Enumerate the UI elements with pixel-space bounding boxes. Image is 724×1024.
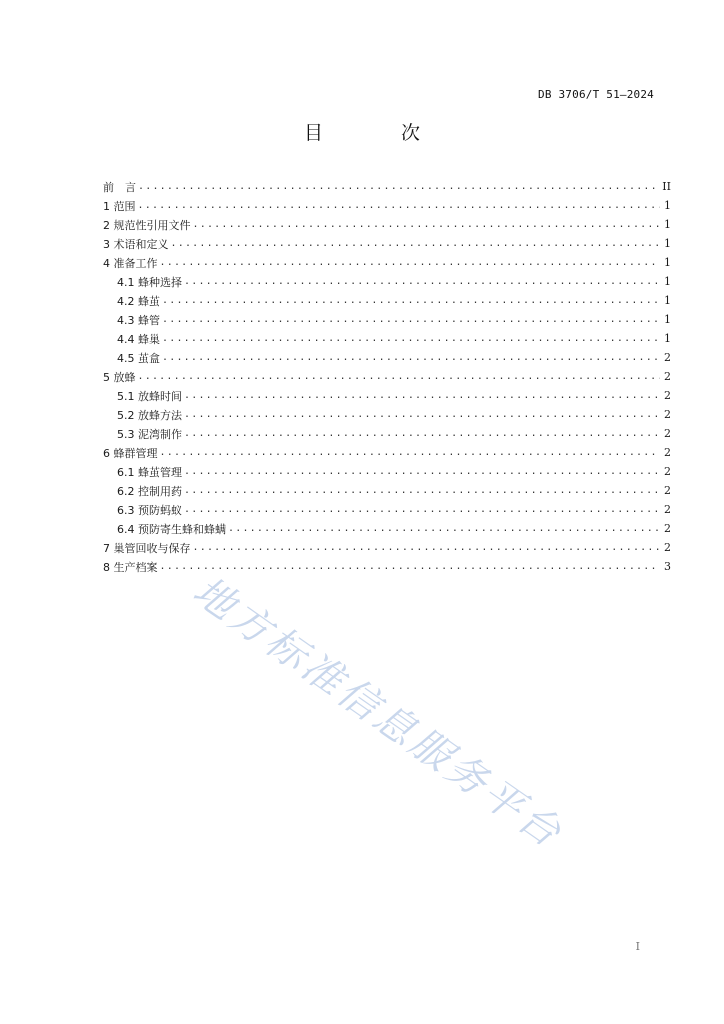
toc-dot-leader xyxy=(160,557,661,576)
toc-entry-page: II xyxy=(662,180,671,193)
toc-entry[interactable] xyxy=(103,405,671,424)
toc-entry-label: 2 规范性引用文件 xyxy=(103,218,191,232)
toc-entry-page: 1 xyxy=(664,218,671,231)
toc-entry[interactable] xyxy=(103,291,671,310)
toc-dot-leader xyxy=(162,348,660,367)
toc-entry[interactable] xyxy=(103,557,671,576)
toc-entry-page: 2 xyxy=(664,541,671,554)
toc-dot-leader xyxy=(184,386,660,405)
page-title: 目 次 xyxy=(303,122,457,144)
toc-dot-leader xyxy=(184,481,660,500)
toc-dot-leader xyxy=(162,310,660,329)
toc-entry-label: 4.3 蜂管 xyxy=(117,313,160,327)
toc-dot-leader xyxy=(184,500,660,519)
toc-dot-leader xyxy=(228,519,660,538)
toc-dot-leader xyxy=(162,329,660,348)
toc-entry-page: 1 xyxy=(664,294,671,307)
toc-entry-label: 5.1 放蜂时间 xyxy=(117,389,182,403)
toc-entry-page: 2 xyxy=(664,389,671,402)
toc-entry[interactable] xyxy=(103,443,671,462)
toc-entry[interactable] xyxy=(103,215,671,234)
toc-dot-leader xyxy=(193,538,661,557)
toc-entry-page: 1 xyxy=(664,237,671,250)
toc-entry-page: 2 xyxy=(664,446,671,459)
toc-entry-label: 5.2 放蜂方法 xyxy=(117,408,182,422)
toc-entry[interactable] xyxy=(103,519,671,538)
toc-entry[interactable] xyxy=(103,481,671,500)
toc-entry-label: 6 蜂群管理 xyxy=(103,446,158,460)
toc-dot-leader xyxy=(171,234,661,253)
toc-dot-leader xyxy=(193,215,661,234)
toc-entry[interactable] xyxy=(103,538,671,557)
toc-entry[interactable] xyxy=(103,424,671,443)
toc-entry[interactable] xyxy=(103,310,671,329)
toc-entry-label: 6.4 预防寄生蜂和蜂螨 xyxy=(117,522,226,536)
toc-entry-page: 2 xyxy=(664,503,671,516)
toc-entry-label: 4 准备工作 xyxy=(103,256,158,270)
toc-dot-leader xyxy=(162,291,660,310)
toc-entry-label: 前 言 xyxy=(103,180,136,194)
toc-entry-label: 6.2 控制用药 xyxy=(117,484,182,498)
toc-entry-page: 2 xyxy=(664,370,671,383)
toc-entry-page: 1 xyxy=(664,332,671,345)
table-of-contents xyxy=(103,177,671,576)
toc-dot-leader xyxy=(184,405,660,424)
toc-entry[interactable] xyxy=(103,348,671,367)
toc-entry[interactable] xyxy=(103,234,671,253)
toc-entry[interactable] xyxy=(103,462,671,481)
toc-entry-label: 6.3 预防蚂蚁 xyxy=(117,503,182,517)
toc-entry[interactable] xyxy=(103,272,671,291)
toc-entry[interactable] xyxy=(103,196,671,215)
toc-entry-label: 6.1 蜂茧管理 xyxy=(117,465,182,479)
toc-entry-page: 1 xyxy=(664,256,671,269)
toc-entry[interactable] xyxy=(103,367,671,386)
toc-entry-label: 4.5 茧盒 xyxy=(117,351,160,365)
toc-dot-leader xyxy=(138,367,661,386)
toc-dot-leader xyxy=(160,253,661,272)
toc-entry-page: 1 xyxy=(664,199,671,212)
toc-entry-page: 1 xyxy=(664,313,671,326)
toc-entry-label: 5.3 泥湾制作 xyxy=(117,427,182,441)
toc-entry-page: 3 xyxy=(664,560,671,573)
toc-entry-label: 7 巢管回收与保存 xyxy=(103,541,191,555)
toc-entry-label: 1 范围 xyxy=(103,199,136,213)
page-number: I xyxy=(635,940,640,953)
toc-dot-leader xyxy=(138,177,658,196)
toc-entry-page: 2 xyxy=(664,465,671,478)
toc-entry-label: 4.4 蜂巢 xyxy=(117,332,160,346)
toc-entry-page: 1 xyxy=(664,275,671,288)
toc-entry-page: 2 xyxy=(664,484,671,497)
toc-entry[interactable] xyxy=(103,253,671,272)
toc-entry-label: 4.2 蜂茧 xyxy=(117,294,160,308)
toc-entry-page: 2 xyxy=(664,351,671,364)
toc-entry[interactable] xyxy=(103,500,671,519)
toc-dot-leader xyxy=(184,272,660,291)
watermark: 地方标准信息服务平台 xyxy=(184,567,572,858)
toc-entry[interactable] xyxy=(103,329,671,348)
toc-entry-page: 2 xyxy=(664,427,671,440)
toc-dot-leader xyxy=(184,424,660,443)
toc-entry-page: 2 xyxy=(664,522,671,535)
toc-dot-leader xyxy=(184,462,660,481)
toc-dot-leader xyxy=(138,196,661,215)
standard-code: DB 3706/T 51—2024 xyxy=(538,88,654,101)
toc-entry-label: 3 术语和定义 xyxy=(103,237,169,251)
toc-entry[interactable] xyxy=(103,386,671,405)
toc-entry-label: 5 放蜂 xyxy=(103,370,136,384)
toc-entry-page: 2 xyxy=(664,408,671,421)
toc-dot-leader xyxy=(160,443,661,462)
toc-entry[interactable] xyxy=(103,177,671,196)
toc-entry-label: 8 生产档案 xyxy=(103,560,158,574)
toc-entry-label: 4.1 蜂种选择 xyxy=(117,275,182,289)
